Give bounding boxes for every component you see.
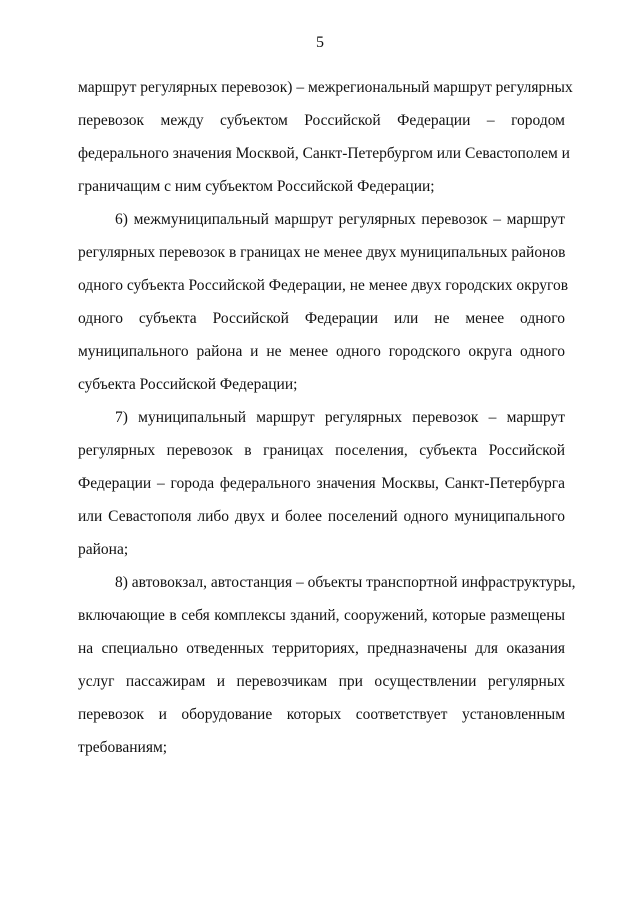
- text-line: субъекта Российской Федерации;: [78, 376, 298, 393]
- text-line: регулярных перевозок в границах не менее двух муниципальных районов: [78, 244, 566, 261]
- text-line: федерального значения Москвой, Санкт-Петербургом или Севастополем и: [78, 145, 570, 162]
- paragraph-item-8: [78, 566, 576, 764]
- text-line: 7) муниципальный маршрут регулярных перевозок – маршрут: [115, 409, 565, 426]
- text-line: на специально отведенных территориях, предназначены для оказания: [78, 640, 565, 657]
- text-line: услуг пассажирам и перевозчикам при осуществлении регулярных: [78, 673, 565, 690]
- text-line: или Севастополя либо двух и более поселений одного муниципального: [78, 508, 565, 525]
- text-line: включающие в себя комплексы зданий, сооружений, которые размещены: [78, 607, 565, 624]
- text-line: маршрут регулярных перевозок) – межрегиональный маршрут регулярных: [78, 79, 573, 96]
- paragraph-continuation: [78, 71, 573, 203]
- text-line: муниципального района и не менее одного городского округа одного: [78, 343, 565, 360]
- text-line: Федерации – города федерального значения Москвы, Санкт-Петербурга: [78, 475, 565, 492]
- text-line: района;: [78, 541, 129, 558]
- text-line: перевозок между субъектом Российской Федерации – городом: [78, 112, 565, 129]
- text-line: 6) межмуниципальный маршрут регулярных перевозок – маршрут: [115, 211, 565, 228]
- text-line: перевозок и оборудование которых соответствует установленным: [78, 706, 565, 723]
- paragraph-item-7: [78, 401, 565, 566]
- page-number: 5: [316, 34, 324, 51]
- text-line: одного субъекта Российской Федерации или не менее одного: [78, 310, 565, 327]
- document-body: [78, 71, 576, 764]
- paragraph-item-6: [78, 203, 569, 401]
- text-line: регулярных перевозок в границах поселения, субъекта Российской: [78, 442, 565, 459]
- text-line: одного субъекта Российской Федерации, не менее двух городских округов: [78, 277, 569, 294]
- text-line: 8) автовокзал, автостанция – объекты транспортной инфраструктуры,: [115, 574, 576, 591]
- text-line: граничащим с ним субъектом Российской Федерации;: [78, 178, 435, 195]
- text-line: требованиям;: [78, 739, 168, 756]
